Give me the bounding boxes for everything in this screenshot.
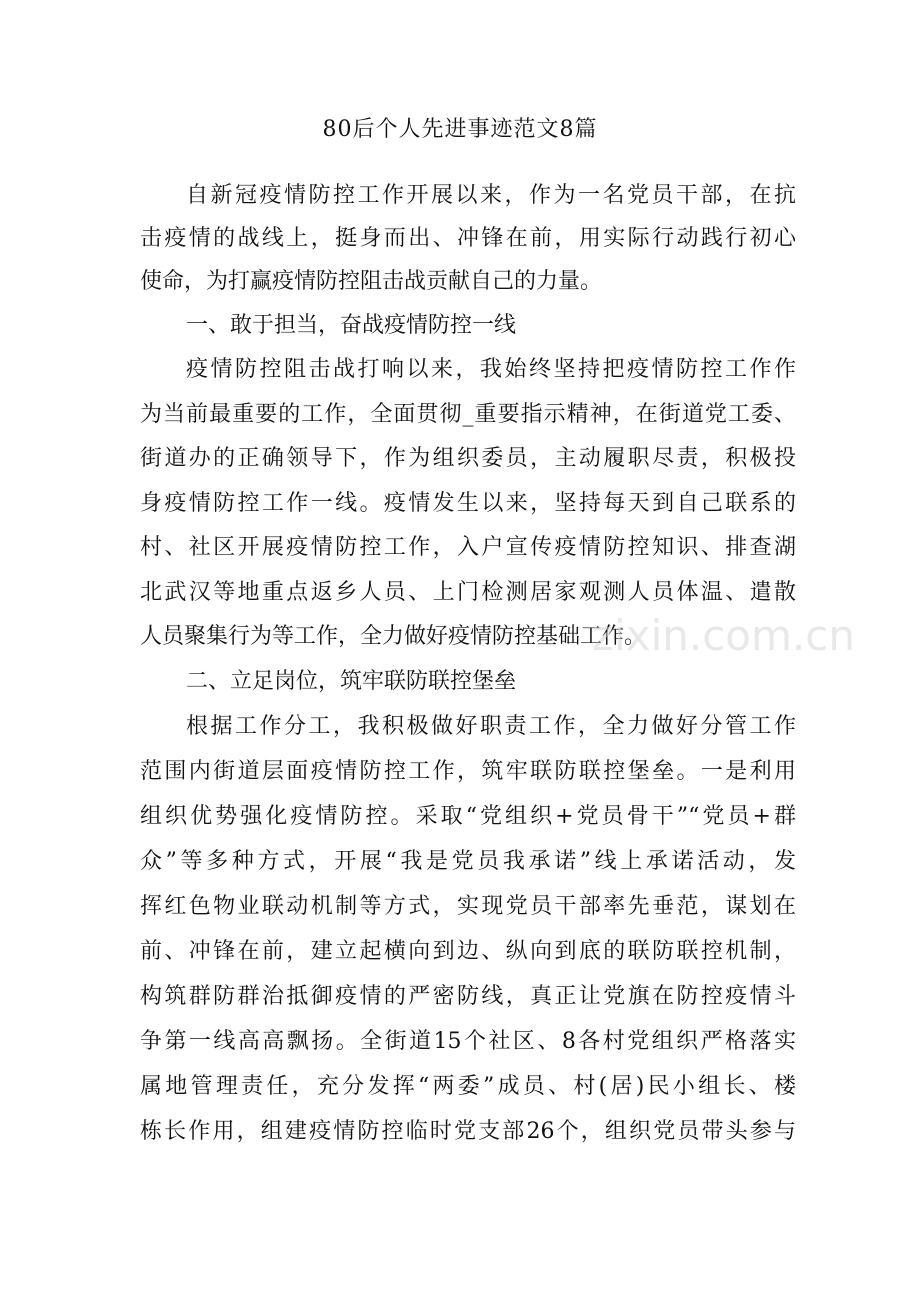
paragraph-line: 击疫情的战线上，挺身而出、冲锋在前，用实际行动践行初心 (140, 226, 796, 251)
paragraph-line: 前、冲锋在前，建立起横向到边、纵向到底的联防联控机制， (140, 939, 796, 964)
paragraph-line: 构筑群防群治抵御疫情的严密防线，真正让党旗在防控疫情斗 (140, 984, 796, 1009)
paragraph-line: 争第一线高高飘扬。全街道15个社区、8各村党组织严格落实 (140, 1029, 796, 1054)
paragraph-line: 北武汉等地重点返乡人员、上门检测居家观测人员体温、遣散 (140, 580, 796, 605)
section-heading: 一、敢于担当，奋战疫情防控一线 (186, 313, 517, 338)
paragraph-line: 组织优势强化疫情防控。采取“党组织+党员骨干”“党员+群 (140, 804, 796, 829)
paragraph-line: 属地管理责任，充分发挥“两委”成员、村(居)民小组长、楼 (140, 1074, 796, 1099)
paragraph-line: 村、社区开展疫情防控工作，入户宣传疫情防控知识、排查湖 (140, 535, 796, 560)
paragraph-line: 为当前最重要的工作，全面贯彻_重要指示精神，在街道党工委、 (140, 402, 796, 427)
paragraph-line: 范围内街道层面疫情防控工作，筑牢联防联控堡垒。一是利用 (140, 759, 796, 784)
document-title: 80后个人先进事迹范文8篇 (322, 117, 598, 142)
paragraph-line: 自新冠疫情防控工作开展以来，作为一名党员干部，在抗 (186, 183, 796, 208)
paragraph-line: 众”等多种方式，开展“我是党员我承诺”线上承诺活动，发 (140, 849, 796, 874)
paragraph-line: 疫情防控阻击战打响以来，我始终坚持把疫情防控工作作 (186, 357, 796, 382)
paragraph-line: 挥红色物业联动机制等方式，实现党员干部率先垂范，谋划在 (140, 894, 796, 919)
paragraph-line: 身疫情防控工作一线。疫情发生以来，坚持每天到自己联系的 (140, 491, 796, 516)
paragraph-line: 使命，为打赢疫情防控阻击战贡献自己的力量。 (140, 269, 603, 294)
paragraph-line: 根据工作分工，我积极做好职责工作，全力做好分管工作 (186, 714, 796, 739)
paragraph-line: 人员聚集行为等工作，全力做好疫情防控基础工作。 (140, 624, 647, 649)
paragraph-line: 街道办的正确领导下，作为组织委员，主动履职尽责，积极投 (140, 446, 796, 471)
section-heading: 二、立足岗位，筑牢联防联控堡垒 (186, 669, 517, 694)
watermark: zixin.com.cn (592, 611, 855, 660)
paragraph-line: 栋长作用，组建疫情防控临时党支部26个，组织党员带头参与 (140, 1119, 796, 1144)
